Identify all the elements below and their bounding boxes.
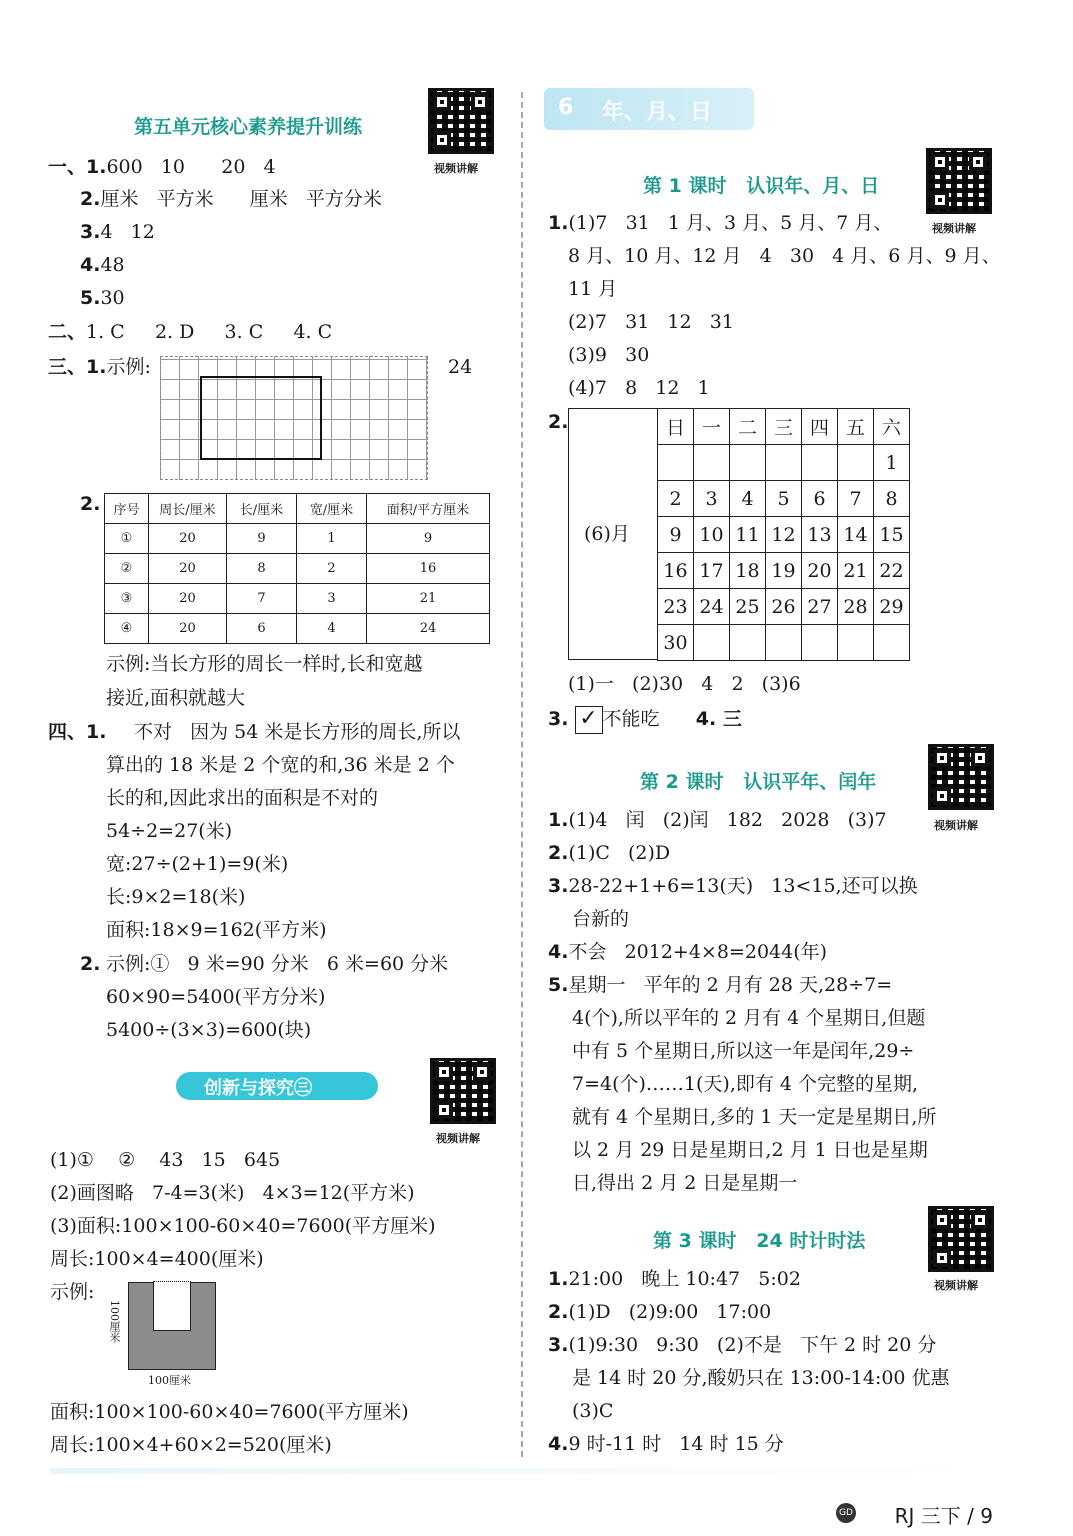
answer-line: 5400÷(3×3)=600(块) [106,1019,312,1041]
day-cell: 3 [694,481,730,517]
answer-line: 4.不会 2012+4×8=2044(年) [548,941,828,963]
table-header: 序号 [105,494,149,524]
table-cell: 21 [367,584,490,614]
day-cell: 4 [730,481,766,517]
table-cell: 20 [149,554,227,584]
calendar-week [658,445,910,481]
table-cell: 8 [227,554,297,584]
answer-line: 2.厘米 平方米 厘米 平方分米 [80,188,382,210]
table-note: 示例:当长方形的周长一样时,长和宽越 [106,653,423,675]
day-cell: 30 [658,625,694,661]
answer-line: 就有 4 个星期日,多的 1 天一定是星期日,所 [572,1106,937,1128]
answer-line: 宽:27÷(2+1)=9(米) [106,853,289,875]
weekday-cell: 四 [802,409,838,445]
qr-caption: 视频讲解 [934,819,978,832]
answer-line: 示例: [50,1281,95,1303]
table-cell: 20 [149,584,227,614]
table-cell: ④ [105,614,149,644]
answer-line: 1.21:00 晚上 10:47 5:02 [548,1268,801,1290]
day-cell: 15 [874,517,910,553]
day-cell: 16 [658,553,694,589]
calendar-week [658,517,910,553]
day-cell: 17 [694,553,730,589]
table-cell: 9 [367,524,490,554]
footer-rule [50,1468,1000,1474]
table-header-row [105,494,490,524]
answer-line: 以 2 月 29 日是星期日,2 月 1 日也是星期 [572,1139,928,1161]
answer-line: 不对 因为 54 米是长方形的周长,所以 [134,721,461,743]
rectangle-drawing [200,376,322,460]
table-cell: 9 [227,524,297,554]
answer-line: 周长:100×4=400(厘米) [50,1248,264,1270]
day-cell [838,445,874,481]
page-number: RJ 三下 / 9 [894,1504,993,1528]
day-cell [694,625,730,661]
answer-line: (1)① ② 43 15 645 [50,1149,281,1171]
cutout [153,1281,191,1331]
day-cell [658,445,694,481]
day-cell: 10 [694,517,730,553]
table-row [105,554,490,584]
day-cell: 5 [766,481,802,517]
calendar-answers: (1)一 (2)30 4 2 (3)6 [568,673,801,695]
day-cell: 27 [802,589,838,625]
answer-line: (2)画图略 7-4=3(米) 4×3=12(平方米) [50,1182,415,1204]
day-cell [730,625,766,661]
calendar-grid [657,408,910,661]
answer-line: 1.(1)7 31 1 月、3 月、5 月、7 月、 [548,212,893,234]
table-cell: 3 [297,584,367,614]
answer-line: 3.(1)9:30 9:30 (2)不是 下午 2 时 20 分 [548,1334,937,1356]
qr-caption: 视频讲解 [436,1132,480,1145]
answer-line: 3.28-22+1+6=13(天) 13<15,还可以换 [548,875,918,897]
answer-line: (3)C [572,1400,614,1422]
weekday-cell: 日 [658,409,694,445]
day-cell [694,445,730,481]
grid-answer: 24 [448,356,473,378]
answer-line: (3)9 30 [568,344,650,366]
answer-line: 日,得出 2 月 2 日是星期一 [572,1172,798,1194]
table-cell: 16 [367,554,490,584]
day-cell: 20 [802,553,838,589]
day-cell: 6 [802,481,838,517]
day-cell: 23 [658,589,694,625]
unit-number: 6 [558,95,574,120]
answer-line: 11 月 [568,278,618,300]
qr-code-icon[interactable] [428,88,494,154]
day-cell [802,445,838,481]
answer-line: (4)7 8 12 1 [568,377,710,399]
diagram-side-label: 100厘米 [108,1300,121,1343]
day-cell: 21 [838,553,874,589]
day-cell: 14 [838,517,874,553]
diagram-bottom-label: 100厘米 [148,1374,191,1387]
answer-line: 算出的 18 米是 2 个宽的和,36 米是 2 个 [106,754,455,776]
table-cell: ③ [105,584,149,614]
day-cell [838,625,874,661]
section-4-q2-num: 2. [80,953,101,975]
answer-line: 面积:18×9=162(平方米) [106,919,327,941]
weekday-cell: 一 [694,409,730,445]
answer-line: 台新的 [572,908,630,930]
calendar-week [658,481,910,517]
table-cell: 20 [149,524,227,554]
qr-code-icon[interactable] [430,1058,496,1124]
day-cell: 7 [838,481,874,517]
day-cell: 28 [838,589,874,625]
table-row [105,584,490,614]
weekday-cell: 六 [874,409,910,445]
answer-line: 是 14 时 20 分,酸奶只在 13:00-14:00 优惠 [572,1367,950,1389]
table-row [105,524,490,554]
explore-banner [176,1072,378,1100]
section-4-num: 四、1. [48,721,107,743]
day-cell [730,445,766,481]
table-num: 2. [80,493,101,515]
answer-line: 4.9 时-11 时 14 时 15 分 [548,1433,784,1455]
day-cell: 13 [802,517,838,553]
answer-line: 中有 5 个星期日,所以这一年是闰年,29÷ [572,1040,915,1062]
weekday-cell: 二 [730,409,766,445]
day-cell: 2 [658,481,694,517]
table-header: 宽/厘米 [297,494,367,524]
day-cell: 18 [730,553,766,589]
table-cell: ① [105,524,149,554]
calendar-week [658,589,910,625]
unit-banner [544,88,754,130]
table-header: 长/厘米 [227,494,297,524]
answer-line: 60×90=5400(平方分米) [106,986,326,1008]
left-section-title: 第五单元核心素养提升训练 [134,116,363,138]
answer-line: 5.30 [80,287,125,309]
table-cell: 4 [297,614,367,644]
calendar-week [658,625,910,661]
day-cell: 26 [766,589,802,625]
table-cell: 7 [227,584,297,614]
shape-diagram [128,1282,216,1370]
publisher-logo: GD [836,1503,856,1523]
table-cell: ② [105,554,149,584]
day-cell [766,445,802,481]
table-header: 面积/平方厘米 [367,494,490,524]
answer-line: 54÷2=27(米) [106,820,233,842]
weekday-cell: 五 [838,409,874,445]
answer-line: 8 月、10 月、12 月 4 30 4 月、6 月、9 月、 [568,245,1001,267]
day-cell: 29 [874,589,910,625]
check-icon: ✓ [575,706,603,734]
answer-line: 一、1.600 10 20 4 [48,156,276,178]
day-cell: 1 [874,445,910,481]
answer-line: (2)7 31 12 31 [568,311,734,333]
qr-code-icon[interactable] [926,148,992,214]
table-header: 周长/厘米 [149,494,227,524]
calendar-num: 2. [548,411,569,433]
day-cell: 22 [874,553,910,589]
table-cell: 1 [297,524,367,554]
calendar-week [658,553,910,589]
day-cell: 9 [658,517,694,553]
answer-line: 5.星期一 平年的 2 月有 28 天,28÷7= [548,974,893,996]
answer-line: 3.4 12 [80,221,155,243]
qr-code-icon[interactable] [928,1206,994,1272]
lesson-2-title: 第 2 课时 认识平年、闰年 [640,771,877,793]
answer-line: 4(个),所以平年的 2 月有 4 个星期日,但题 [572,1007,926,1029]
calendar-header [658,409,910,445]
table-row [105,614,490,644]
weekday-cell: 三 [766,409,802,445]
qr-caption: 视频讲解 [934,1279,978,1292]
day-cell [802,625,838,661]
table-cell: 24 [367,614,490,644]
answer-line: 3. ✓ 不能吃 4. 三 [548,706,742,734]
table-cell: 20 [149,614,227,644]
answer-line: 1.(1)4 闰 (2)闰 182 2028 (3)7 [548,809,887,831]
unit-title: 年、月、日 [602,100,713,125]
day-cell: 12 [766,517,802,553]
table-note: 接近,面积就越大 [106,687,246,709]
area-table [104,493,490,644]
answer-line: 2.(1)D (2)9:00 17:00 [548,1301,772,1323]
day-cell: 24 [694,589,730,625]
column-divider [521,92,523,1457]
answer-line: 2.(1)C (2)D [548,842,671,864]
answer-line: 4.48 [80,254,125,276]
day-cell: 25 [730,589,766,625]
answer-line: 7=4(个)……1(天),即有 4 个完整的星期, [572,1073,919,1095]
lesson-1-title: 第 1 课时 认识年、月、日 [643,175,880,197]
calendar-month-label: (6)月 [584,523,630,545]
answer-line: 面积:100×100-60×40=7600(平方厘米) [50,1401,409,1423]
section-2: 二、1. C 2. D 3. C 4. C [48,321,333,343]
day-cell: 11 [730,517,766,553]
qr-caption: 视频讲解 [932,222,976,235]
answer-line: 示例:① 9 米=90 分米 6 米=60 分米 [106,953,449,975]
qr-code-icon[interactable] [928,744,994,810]
day-cell: 8 [874,481,910,517]
lesson-3-title: 第 3 课时 24 时计时法 [653,1230,866,1252]
day-cell [766,625,802,661]
answer-line: 周长:100×4+60×2=520(厘米) [50,1434,332,1456]
day-cell: 19 [766,553,802,589]
section-3-q1: 三、1.示例: [48,356,151,378]
explore-title: 创新与探究㊂ [204,1078,312,1099]
day-cell [874,625,910,661]
answer-line: (3)面积:100×100-60×40=7600(平方厘米) [50,1215,436,1237]
table-cell: 2 [297,554,367,584]
answer-line: 长:9×2=18(米) [106,886,246,908]
qr-caption: 视频讲解 [434,162,478,175]
answer-line: 长的和,因此求出的面积是不对的 [106,787,379,809]
table-cell: 6 [227,614,297,644]
